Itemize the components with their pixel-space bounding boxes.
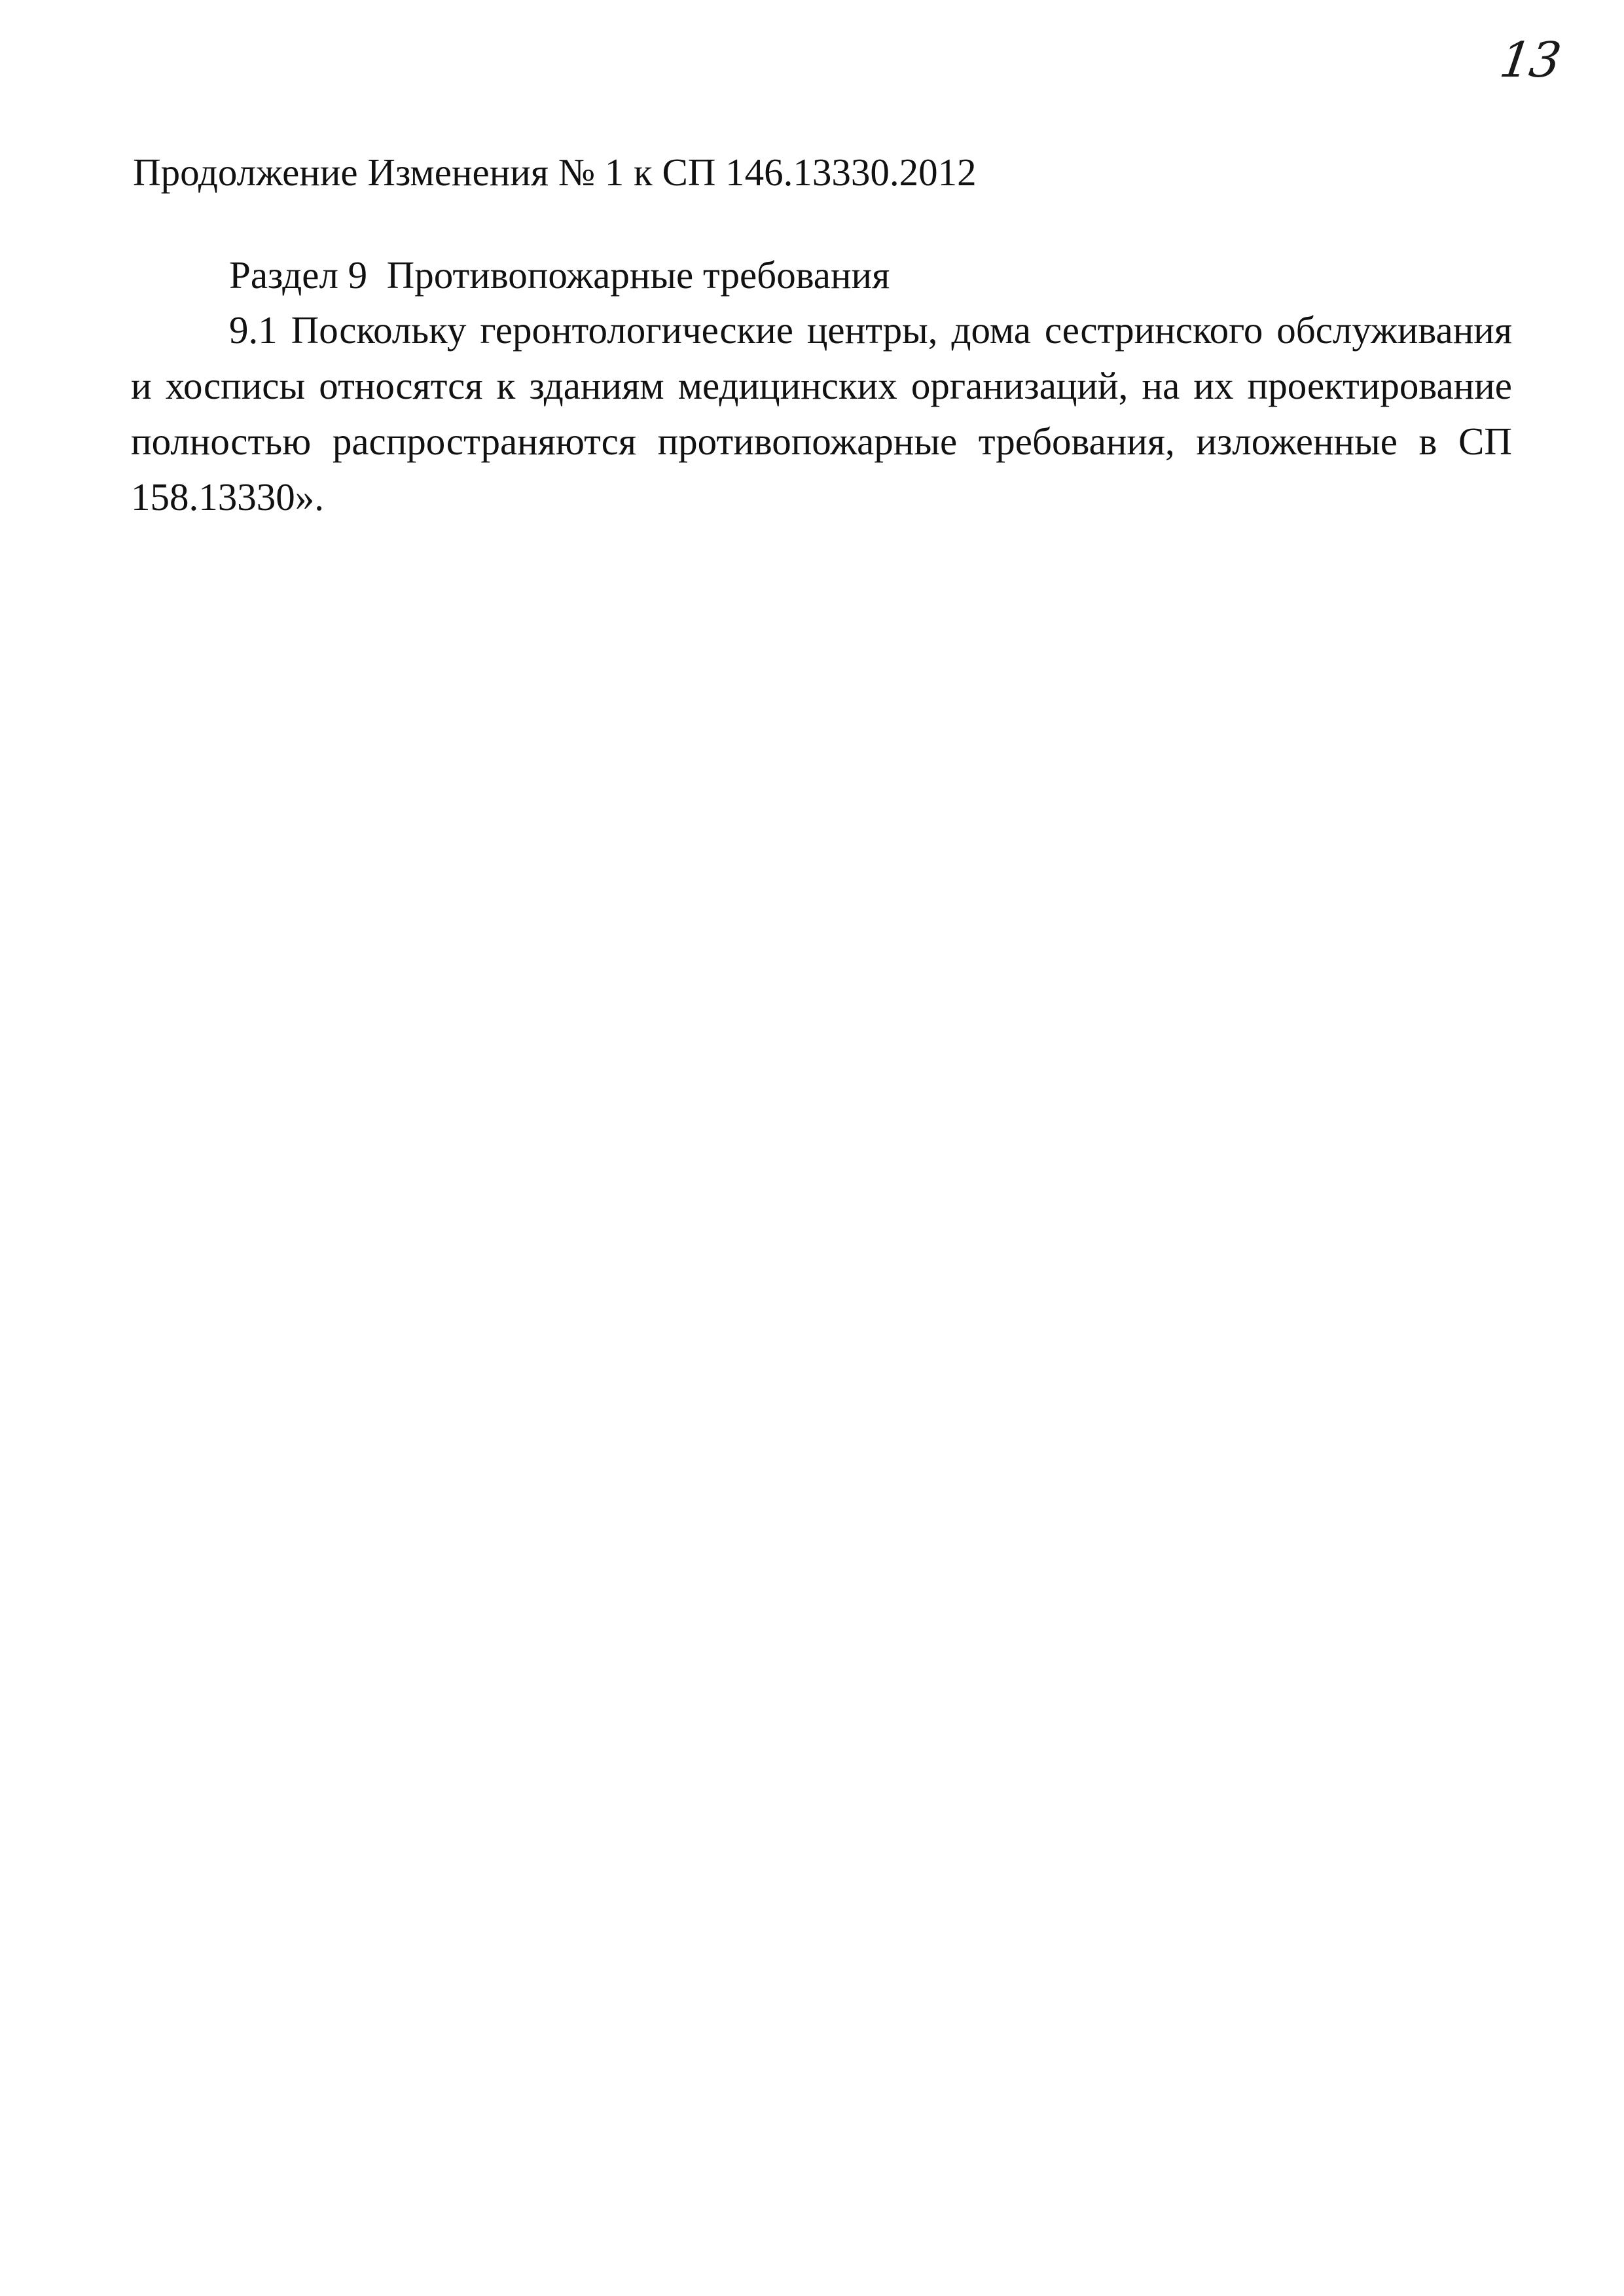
section-heading: Раздел 9 Противопожарные требования	[229, 253, 890, 297]
section-paragraph: 9.1 Поскольку геронтологические центры, дома сестринского обслуживания и хосписы относятся к зданиям медицинских организаций, на их проектирование полностью распространяются противопожарные требования, изложенные в СП 158.13330».	[131, 308, 1512, 519]
running-header: Продолжение Изменения № 1 к СП 146.13330.2012	[133, 151, 977, 194]
handwritten-page-number: 13	[1496, 32, 1564, 88]
